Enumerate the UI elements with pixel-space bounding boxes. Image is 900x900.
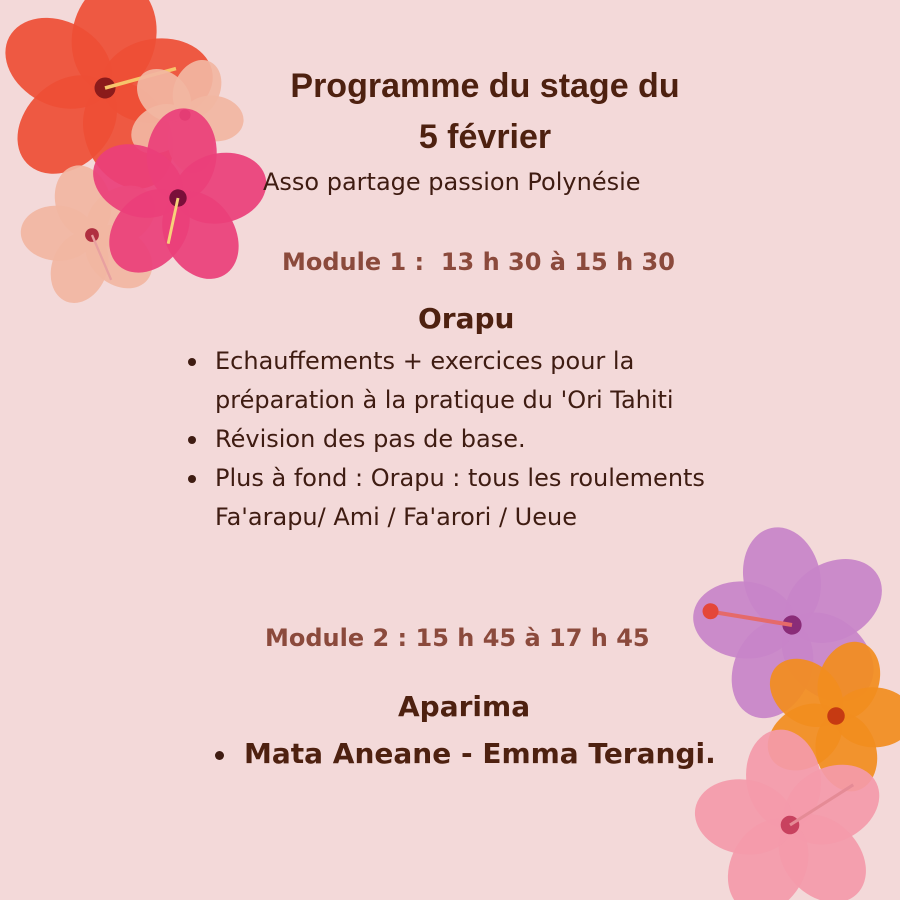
list-item-text: Echauffements + exercices pour la préparation à la pratique du 'Ori Tahiti [215,347,674,414]
list-item-text: Révision des pas de base. [215,425,526,453]
module-2-heading: Module 2 : 15 h 45 à 17 h 45 [265,624,650,652]
module-1-dance: Orapu [418,302,515,335]
module-2-list [215,734,716,774]
list-item-text: Plus à fond : Orapu : tous les roulements Fa'arapu/ Ami / Fa'arori / Ueue [215,464,705,531]
list-item-text: Mata Aneane - Emma Terangi. [244,737,716,770]
list-item [188,342,788,420]
title-line-2: 5 février [418,118,552,156]
module-2-dance: Aparima [398,690,531,723]
bullet-icon [188,358,196,366]
module-1-list [188,342,788,537]
bullet-icon [188,475,196,483]
list-item [215,734,716,774]
title-line-1: Programme du stage du [290,67,680,105]
subtitle: Asso partage passion Polynésie [263,168,641,196]
bullet-icon [188,436,196,444]
bullet-icon [215,751,224,760]
list-item [188,420,788,459]
module-1-heading: Module 1 : 13 h 30 à 15 h 30 [282,248,675,276]
list-item [188,459,788,537]
